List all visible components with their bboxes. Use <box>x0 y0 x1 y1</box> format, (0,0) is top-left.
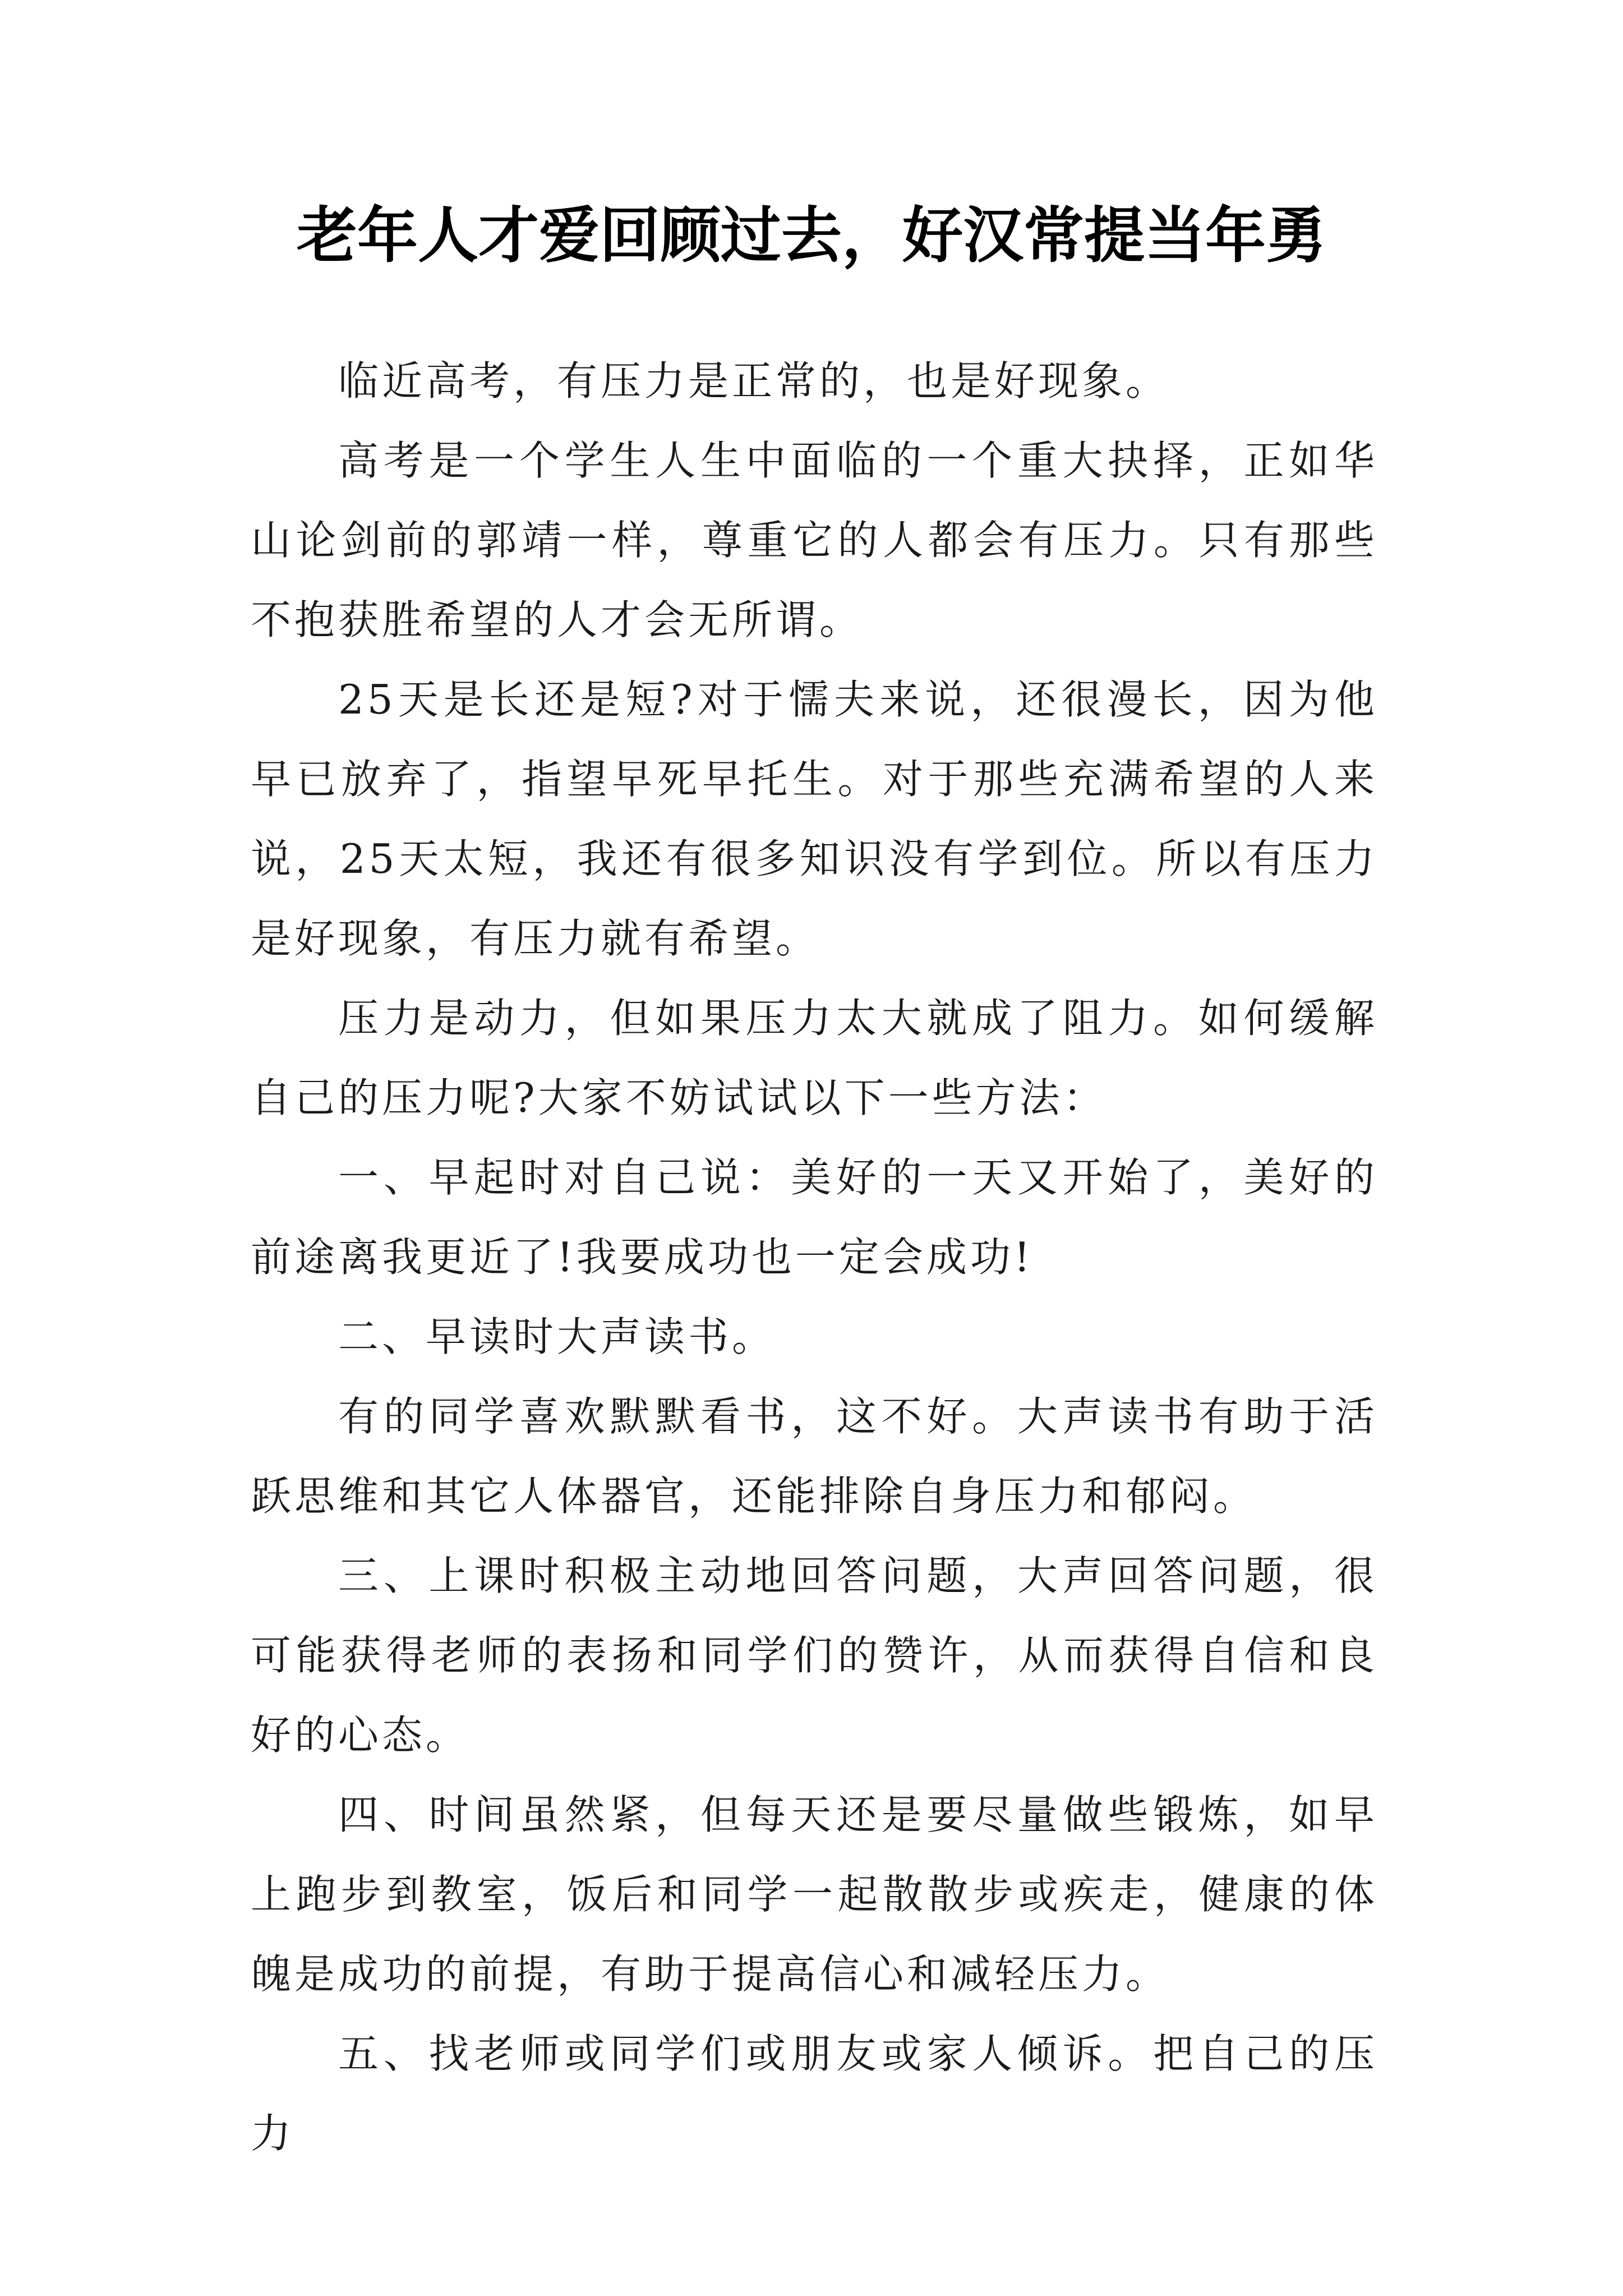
document-body <box>251 341 1378 2173</box>
paragraph: 压力是动力，但如果压力太大就成了阻力。如何缓解自己的压力呢?大家不妨试试以下一些方法： <box>251 995 1378 1121</box>
paragraph: 五、找老师或同学们或朋友或家人倾诉。把自己的压力 <box>251 2030 1378 2157</box>
paragraph: 25天是长还是短?对于懦夫来说，还很漫长，因为他早已放弃了，指望早死早托生。对于那些充满希望的人来说，25天太短，我还有很多知识没有学到位。所以有压力是好现象，有压力就有希望。 <box>251 676 1378 962</box>
paragraph: 一、早起时对自己说：美好的一天又开始了，美好的前途离我更近了!我要成功也一定会成功! <box>251 1154 1378 1281</box>
paragraph: 三、上课时积极主动地回答问题，大声回答问题，很可能获得老师的表扬和同学们的赞许，从而获得自信和良好的心态。 <box>251 1552 1378 1759</box>
paragraph: 临近高考，有压力是正常的，也是好现象。 <box>338 357 1170 404</box>
paragraph: 二、早读时大声读书。 <box>338 1313 776 1360</box>
paragraph: 四、时间虽然紧，但每天还是要尽量做些锻炼，如早上跑步到教室，饭后和同学一起散散步或疾走，健康的体魄是成功的前提，有助于提高信心和减轻压力。 <box>251 1791 1378 1998</box>
document-title: 老年人才爱回顾过去，好汉常提当年勇 <box>296 200 1326 271</box>
paragraph: 高考是一个学生人生中面临的一个重大抉择，正如华山论剑前的郭靖一样，尊重它的人都会有压力。只有那些不抱获胜希望的人才会无所谓。 <box>251 437 1378 643</box>
paragraph: 有的同学喜欢默默看书，这不好。大声读书有助于活跃思维和其它人体器官，还能排除自身压力和郁闷。 <box>251 1393 1378 1520</box>
